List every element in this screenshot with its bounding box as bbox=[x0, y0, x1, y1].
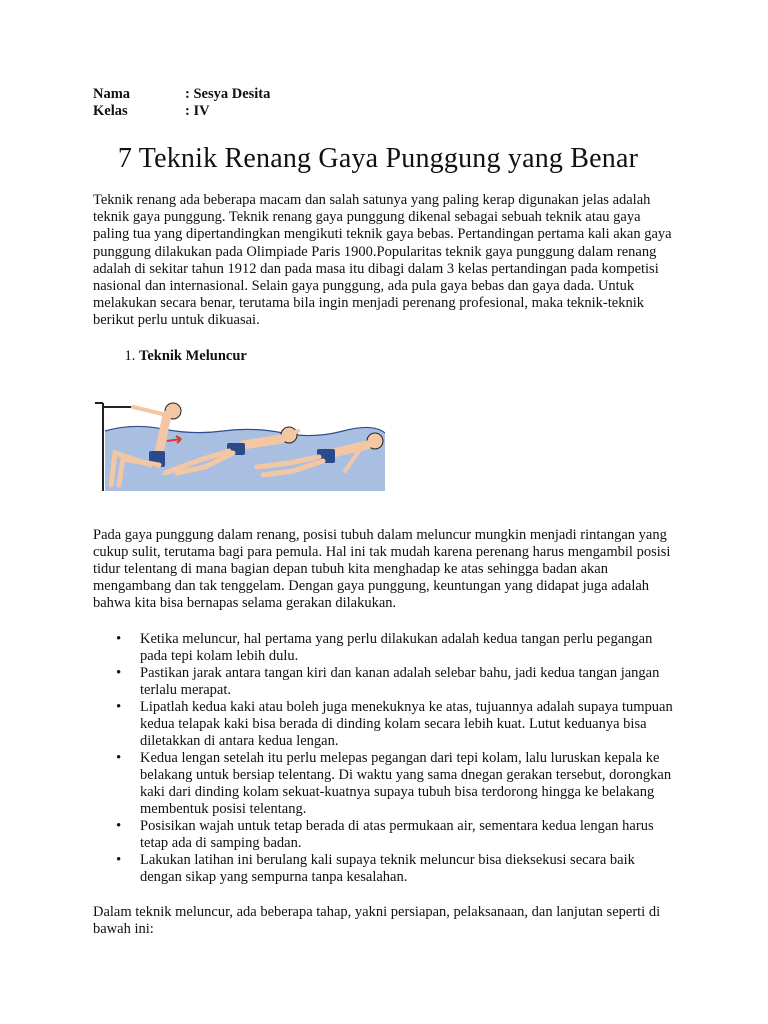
kelas-label: Kelas bbox=[93, 103, 128, 119]
bullet-item: • Pastikan jarak antara tangan kiri dan kanan adalah selebar bahu, jadi kedua tangan jangan terlalu merapat. bbox=[140, 665, 673, 699]
section-list bbox=[93, 348, 673, 365]
closing-paragraph: Dalam teknik meluncur, ada beberapa tahap, yakni persiapan, pelaksanaan, dan lanjutan seperti di bawah ini: bbox=[93, 903, 661, 937]
backstroke-glide-illustration bbox=[93, 401, 385, 491]
student-info bbox=[93, 86, 673, 120]
bullet-item: • Posisikan wajah untuk tetap berada di atas permukaan air, sementara kedua lengan harus tetap ada di samping badan. bbox=[140, 818, 673, 852]
intro-paragraph: Teknik renang ada beberapa macam dan salah satunya yang paling kerap digunakan jelas adalah teknik gaya punggung. Teknik renang gaya punggung dikenal sebagai sebuah teknik atau gaya paling tua yang dipertandingkan mengikuti teknik gaya bebas. Pertandingan pertama kali akan gaya punggung dilakukan pada Olimpiade Paris 1900.Popularitas teknik gaya punggung dalam renang adalah di sekitar tahun 1912 dan pada masa itu dibagi dalam 3 kelas pertandingan pada kompetisi nasional dan internasional. Selain gaya punggung, ada pula gaya bebas dan gaya dada. Untuk melakukan secara benar, terutama bila ingin menjadi perenang profesional, maka teknik-teknik berikut perlu untuk dikuasai. bbox=[93, 192, 672, 329]
body-paragraph: Pada gaya punggung dalam renang, posisi tubuh dalam meluncur mungkin menjadi rintangan yang cukup sulit, terutama bagi para pemula. Hal ini tak mudah karena perenang harus mengambil posisi tidur telentang di mana bagian depan tubuh kita menghadap ke atas sehingga badan akan mengambang dan tak tenggelam. Dengan gaya punggung, keuntungan yang didapat juga adalah bahwa kita bisa bernapas selama gerakan dilakukan. bbox=[93, 526, 671, 612]
nama-value: : Sesya Desita bbox=[185, 86, 271, 102]
document-title: 7 Teknik Renang Gaya Punggung yang Benar bbox=[117, 143, 639, 174]
bullet-list bbox=[93, 631, 673, 886]
document-page bbox=[93, 86, 673, 938]
bullet-item: • Lakukan latihan ini berulang kali supaya teknik meluncur bisa dieksekusi secara baik dengan sikap yang sempurna tanpa kesalahan. bbox=[140, 852, 673, 886]
bullet-item: • Lipatlah kedua kaki atau boleh juga menekuknya ke atas, tujuannya adalah supaya tumpuan kedua telapak kaki bisa berada di dinding kolam secara lebih kuat. Lutut keduanya bisa diletakkan di antara kedua lengan. bbox=[140, 699, 673, 750]
kelas-value: : IV bbox=[185, 103, 210, 119]
section-heading-teknik-meluncur: 1. Teknik Meluncur bbox=[139, 348, 673, 365]
backstroke-glide-icon bbox=[93, 401, 385, 491]
bullet-item: • Kedua lengan setelah itu perlu melepas pegangan dari tepi kolam, lalu luruskan kepala ke belakang untuk bersiap telentang. Di waktu yang sama dnegan gerakan tersebut, dorongkan kaki dari dinding kolam sekuat-kuatnya supaya tubuh bisa terdorong hingga ke belakang membentuk posisi telentang. bbox=[140, 750, 673, 818]
nama-row bbox=[93, 86, 673, 103]
kelas-row bbox=[93, 103, 673, 120]
bullet-item: • Ketika meluncur, hal pertama yang perlu dilakukan adalah kedua tangan perlu pegangan pada tepi kolam lebih dulu. bbox=[140, 631, 673, 665]
nama-label: Nama bbox=[93, 86, 131, 102]
